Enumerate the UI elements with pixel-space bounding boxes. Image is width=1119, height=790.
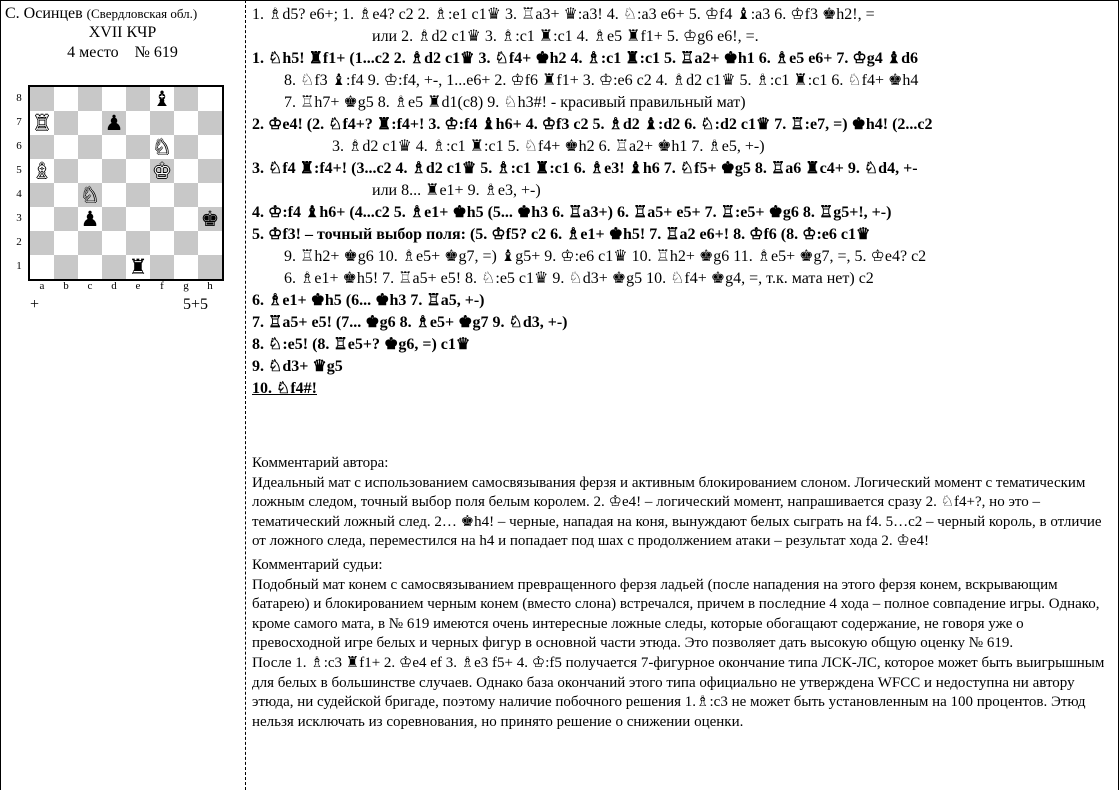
board-square-g7 [174,111,198,135]
board-square-g1 [174,255,198,279]
white-piece-a7: ♖ [32,111,52,135]
rank-label: 6 [16,140,22,152]
board-square-e2 [126,231,150,255]
solution-line: 6. ♗e1+ ♚h5! 7. ♖a5+ e5! 8. ♘:e5 c1♛ 9. ♘d3+ ♚g5 10. ♘f4+ ♚g4, =, т.к. мата нет) c2 [284,270,874,287]
board-square-f2 [150,231,174,255]
author-name: С. Осинцев [5,5,83,22]
board-square-d2 [102,231,126,255]
solution-line: 1. ♗d5? e6+; 1. ♗e4? c2 2. ♗:e1 c1♛ 3. ♖a3+ ♛:a3! 4. ♘:a3 e6+ 5. ♔f4 ♝:a3 6. ♔f3 ♚h2!, = [252,6,875,23]
file-label: h [207,280,213,292]
solution-line: 2. ♔e4! (2. ♘f4+? ♜:f4+! 3. ♔:f4 ♝h6+ 4. ♔f3 c2 5. ♗d2 ♝:d2 6. ♘:d2 c1♛ 7. ♖:e7, =) ♚h4! (2...c2 [252,116,933,133]
solution-line: 3. ♘f4 ♜:f4+! (3...c2 4. ♗d2 c1♛ 5. ♗:c1 ♜:c1 6. ♗e3! ♝h6 7. ♘f5+ ♚g5 8. ♖a6 ♜c4+ 9. ♘d4, +- [252,160,918,177]
board-square-c1 [78,255,102,279]
column-divider [245,0,246,790]
file-label: f [160,280,164,292]
board-square-g6 [174,135,198,159]
solution-line: 9. ♖h2+ ♚g6 10. ♗e5+ ♚g7, =) ♝g5+ 9. ♔:e6 c1♛ 10. ♖h2+ ♚g6 11. ♗e5+ ♚g7, =, 5. ♔e4? c2 [284,248,927,265]
rank-label: 4 [16,188,22,200]
material-count: 5+5 [183,296,209,313]
board-square-a2 [30,231,54,255]
board-square-f3 [150,207,174,231]
board-square-g8 [174,87,198,111]
file-label: c [87,280,93,292]
board-square-c5 [78,159,102,183]
white-piece-f6: ♘ [152,135,172,159]
black-piece-h3: ♚ [200,207,220,231]
judge-comment-text-2: После 1. ♗:c3 ♜f1+ 2. ♔e4 ef 3. ♗e3 f5+ 4. ♔:f5 получается 7-фигурное окончание типа ЛСК-ЛС, которое может быть выигрышным для белых в большинстве случаев. Однако база окончаний этого типа официально не утверждена WFCC и недоступна ни автору этюда, ни судейской бригаде, поэтому наличие побочного решения 1.♗:c3 не может быть установленным на 100 процентов. Этюд нельзя исключать из соревнования, но принято решение о снижении оценки. [252,654,1105,730]
black-piece-e1: ♜ [128,255,148,279]
board-square-b5 [54,159,78,183]
rank-label: 5 [16,164,22,176]
comments-section [252,454,1114,732]
judge-comment-heading: Комментарий судьи: [252,556,383,573]
board-square-d5 [102,159,126,183]
board-square-b2 [54,231,78,255]
board-square-g3 [174,207,198,231]
board-square-f7 [150,111,174,135]
black-piece-d7: ♟ [104,111,124,135]
rank-label: 3 [16,212,22,224]
board-square-h6 [198,135,222,159]
board-square-a1 [30,255,54,279]
solution-line: 8. ♘f3 ♝:f4 9. ♔:f4, +-, 1...e6+ 2. ♔f6 ♜f1+ 3. ♔:e6 c2 4. ♗d2 c1♛ 5. ♗:c1 ♜:c1 6. ♘f4+ ♚h4 [284,72,919,89]
board-square-h8 [198,87,222,111]
file-label: a [39,280,45,292]
white-piece-f5: ♔ [152,159,172,183]
black-piece-f8: ♝ [152,87,172,111]
judge-comment-text: Подобный мат конем с самосвязыванием превращенного ферзя ладьей (после нападения на этого ферзя конем, вскрывающим батарею) и блокированием черным конем (вместо слона) встречался, причем в последние 4 хода – полное совпадение игры. Однако, кроме самого мата, в № 619 имеются очень интересные ложные следы, которые обогащают содержание, не говоря уже о превосходной игре белых и черных фигур в основной части этюда. Это позволяет дать высокую общую оценку № 619. [252,576,1100,652]
solution-line: 5. ♔f3! – точный выбор поля: (5. ♔f5? c2 6. ♗e1+ ♚h5! 7. ♖a2 e6+! 8. ♔f6 (8. ♔:e6 c1♛ [252,226,871,243]
solution-line: 8. ♘:e5! (8. ♖e5+? ♚g6, =) c1♛ [252,336,471,353]
file-label: d [111,280,117,292]
board-square-e7 [126,111,150,135]
board-square-f1 [150,255,174,279]
board-square-a6 [30,135,54,159]
solution-line: или 2. ♗d2 c1♛ 3. ♗:c1 ♜:c1 4. ♗e5 ♜f1+ 5. ♔g6 e6!, =. [372,28,759,45]
board-square-b1 [54,255,78,279]
board-square-h2 [198,231,222,255]
solution-line: 7. ♖a5+ e5! (7... ♚g6 8. ♗e5+ ♚g7 9. ♘d3, +-) [252,314,568,331]
board-square-a8 [30,87,54,111]
board-square-e5 [126,159,150,183]
tournament-title: XVII КЧР [88,24,157,41]
board-square-c7 [78,111,102,135]
board-square-d4 [102,183,126,207]
board-square-g2 [174,231,198,255]
board-square-e3 [126,207,150,231]
solution-text [252,4,1114,400]
board-square-b3 [54,207,78,231]
author-comment-text: Идеальный мат с использованием самосвязывания ферзя и активным блокированием слоном. Логический момент с тематическим ложным следом, точный выбор поля белым королем. 2. ♔e4! – логический момент, напрашивается сразу 2. ♘f4+?, но это – тематический ложный след. 2… ♚h4! – черные, нападая на коня, вынуждают белых сыграть на f4. 5…c2 – черный король, в отличие от ложного следа, переместился на h4 и попадает под шах с продолжением атаки – результат хода 2. ♔e4! [252,474,1102,550]
place-and-number: 4 место № 619 [67,44,178,61]
board-square-c2 [78,231,102,255]
white-piece-a5: ♗ [32,159,52,183]
board-square-g4 [174,183,198,207]
solution-line: 4. ♔:f4 ♝h6+ (4...c2 5. ♗e1+ ♚h5 (5... ♚h3 6. ♖a3+) 6. ♖a5+ e5+ 7. ♖:e5+ ♚g6 8. ♖g5+!, +-) [252,204,892,221]
diagram-column [0,0,245,790]
white-piece-c4: ♘ [80,183,100,207]
solution-line: 1. ♘h5! ♜f1+ (1...c2 2. ♗d2 c1♛ 3. ♘f4+ ♚h2 4. ♗:c1 ♜:c1 5. ♖a2+ ♚h1 6. ♗e5 e6+ 7. ♔g4 ♝d6 [252,50,919,67]
author-comment-heading: Комментарий автора: [252,455,389,471]
board-square-b4 [54,183,78,207]
file-label: b [63,280,69,292]
solution-line: или 8... ♜e1+ 9. ♗e3, +-) [372,182,541,199]
board-square-f4 [150,183,174,207]
solution-column [252,4,1114,786]
board-square-d1 [102,255,126,279]
chess-board [28,85,224,281]
board-square-h5 [198,159,222,183]
board-square-a4 [30,183,54,207]
board-square-c6 [78,135,102,159]
board-square-c8 [78,87,102,111]
rank-label: 1 [16,260,22,272]
solution-line: 7. ♖h7+ ♚g5 8. ♗e5 ♜d1(c8) 9. ♘h3#! - красивый правильный мат) [284,94,746,111]
author-region: (Свердловская обл.) [86,6,198,21]
file-label: g [183,280,189,292]
solution-line: 3. ♗d2 c1♛ 4. ♗:c1 ♜:c1 5. ♘f4+ ♚h2 6. ♖a2+ ♚h1 7. ♗e5, +-) [332,138,765,155]
board-square-e6 [126,135,150,159]
black-piece-c3: ♟ [80,207,100,231]
board-square-d3 [102,207,126,231]
board-square-h4 [198,183,222,207]
board-square-e4 [126,183,150,207]
board-square-e8 [126,87,150,111]
board-square-h1 [198,255,222,279]
rank-label: 8 [16,92,22,104]
solution-line: 9. ♘d3+ ♛g5 [252,358,343,375]
rank-label: 2 [16,236,22,248]
board-square-b7 [54,111,78,135]
board-square-a3 [30,207,54,231]
file-label: e [135,280,141,292]
study-result: + [30,296,40,313]
board-square-d6 [102,135,126,159]
board-square-g5 [174,159,198,183]
solution-line: 6. ♗e1+ ♚h5 (6... ♚h3 7. ♖a5, +-) [252,292,485,309]
board-square-b6 [54,135,78,159]
author-line [5,5,197,23]
board-square-b8 [54,87,78,111]
solution-final-move: 10. ♘f4#! [252,380,317,397]
board-square-d8 [102,87,126,111]
board-square-h7 [198,111,222,135]
rank-label: 7 [16,116,22,128]
